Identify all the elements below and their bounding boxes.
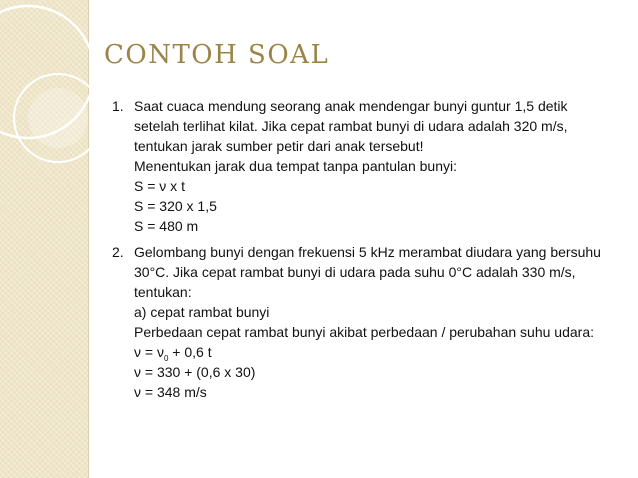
question-text: 30°C. Jika cepat rambat bunyi di udara pada suhu 0°C adalah 330 m/s, (134, 264, 576, 280)
question-number: 2. (112, 244, 124, 260)
formula-line: S = ν x t (134, 178, 185, 194)
question-text: Saat cuaca mendung seorang anak mendengar bunyi guntur 1,5 detik (134, 98, 568, 114)
sub-question: a) cepat rambat bunyi (134, 304, 270, 320)
formula-subscript: 0 (163, 353, 169, 363)
question-text: tentukan jarak sumber petir dari anak tersebut! (134, 138, 424, 154)
formula-line (134, 342, 622, 362)
result-line: ν = 348 m/s (134, 384, 207, 400)
slide-title: CONTOH SOAL (104, 40, 330, 70)
question-number: 1. (112, 98, 124, 114)
question-item-2 (112, 242, 622, 402)
question-text: tentukan: (134, 284, 192, 300)
result-line: S = 480 m (134, 218, 199, 234)
question-text: setelah terlihat kilat. Jika cepat rambat bunyi di udara adalah 320 m/s, (134, 118, 568, 134)
answer-heading: Menentukan jarak dua tempat tanpa pantulan bunyi: (134, 158, 458, 174)
formula-rhs: + 0,6 t (168, 344, 212, 360)
answer-heading: Perbedaan cepat rambat bunyi akibat perbedaan / perubahan suhu udara: (134, 324, 595, 340)
slide-content (112, 96, 622, 408)
calculation-line: S = 320 x 1,5 (134, 198, 217, 214)
formula-lhs: ν = ν (134, 344, 164, 360)
calculation-line: ν = 330 + (0,6 x 30) (134, 364, 256, 380)
question-item-1 (112, 96, 622, 236)
question-text: Gelombang bunyi dengan frekuensi 5 kHz merambat diudara yang bersuhu (134, 244, 601, 260)
